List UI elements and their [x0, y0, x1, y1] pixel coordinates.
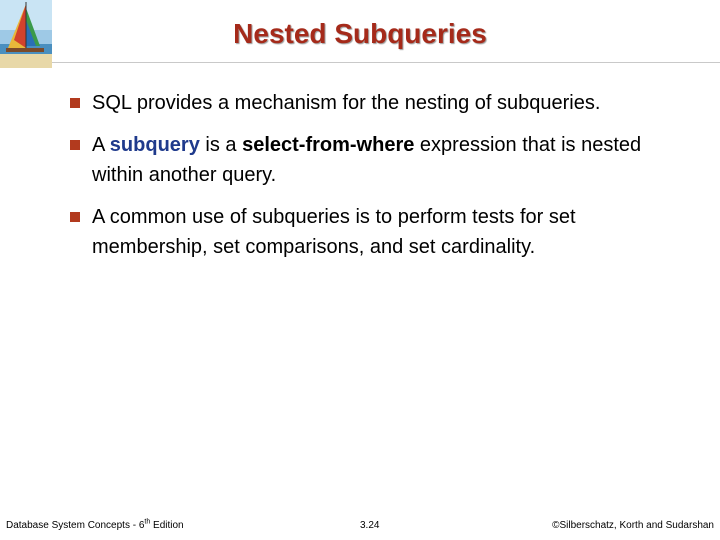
bullet-square-icon [70, 98, 80, 108]
footer-book-sup: th [144, 518, 151, 526]
footer-book-title [6, 520, 184, 531]
slide-title: Nested Subqueries [233, 18, 487, 49]
bullet-item [70, 130, 690, 190]
bullet-list [70, 88, 690, 274]
bullet-text-pre: A [92, 134, 110, 156]
bullet-text: SQL provides a mechanism for the nesting of subqueries. [92, 92, 601, 114]
bullet-square-icon [70, 212, 80, 222]
term-select-from-where: select-from-where [242, 134, 415, 156]
bullet-text: A common use of subqueries is to perform tests for set membership, set comparisons, and set cardinality. [92, 206, 576, 258]
bullet-text-post: expression that is nested within another query. [92, 134, 642, 186]
bullet-square-icon [70, 140, 80, 150]
bullet-item [70, 202, 690, 262]
term-subquery: subquery [109, 134, 200, 156]
footer-page-number: 3.24 [360, 520, 380, 531]
slide-footer [0, 520, 720, 534]
footer-book-pre: Database System Concepts - 6 [6, 520, 145, 531]
footer-copyright: ©Silberschatz, Korth and Sudarshan [552, 520, 714, 531]
bullet-text-mid: is a [199, 134, 243, 156]
title-divider [52, 62, 720, 63]
footer-book-post: Edition [150, 520, 184, 531]
bullet-item [70, 88, 690, 118]
